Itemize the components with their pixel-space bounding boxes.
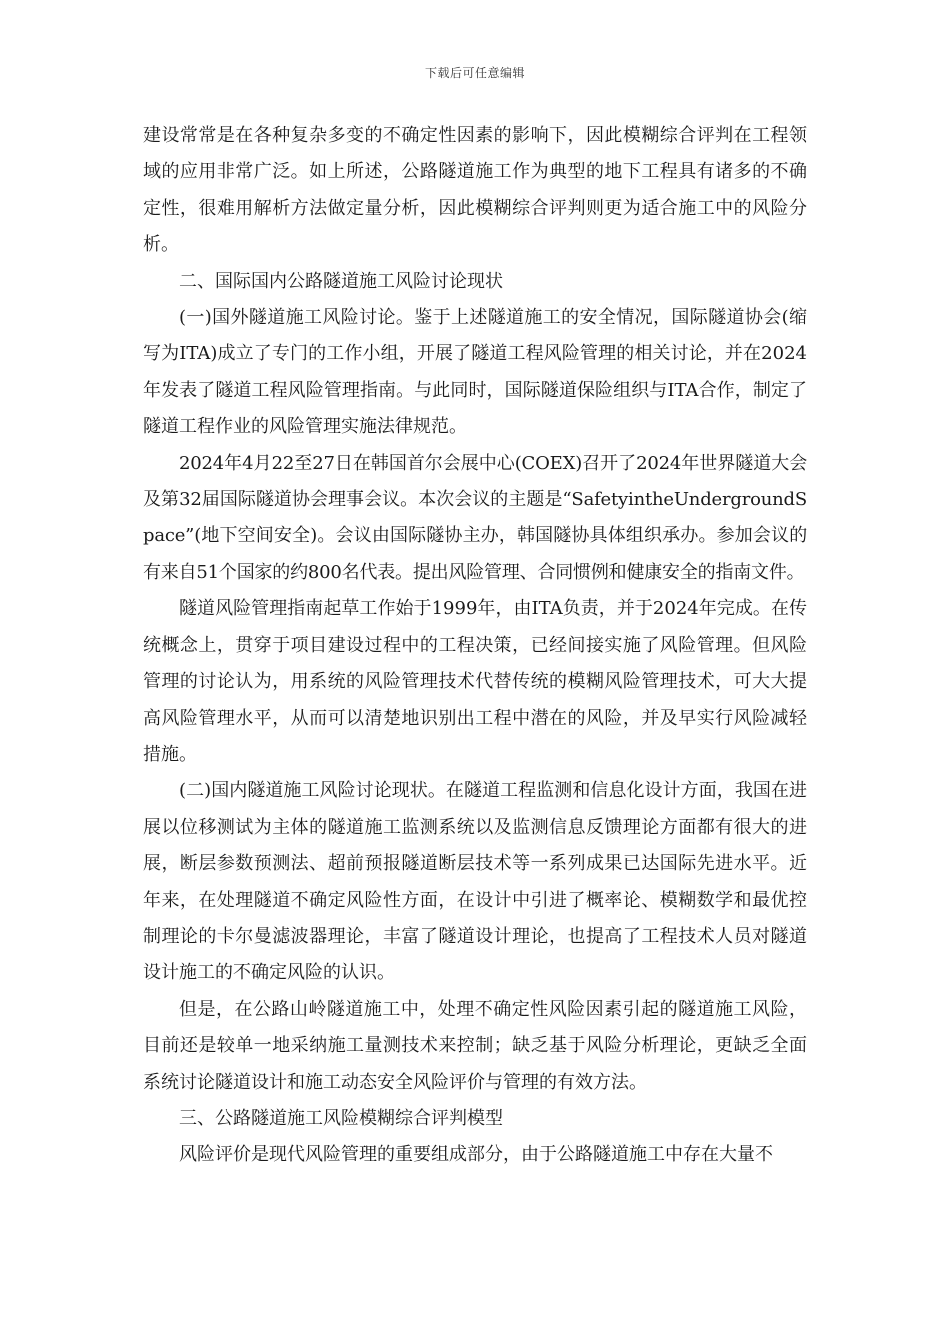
paragraph-guideline: 隧道风险管理指南起草工作始于1999年，由ITA负责，并于2024年完成。在传统概念上，贯穿于项目建设过程中的工程决策，已经间接实施了风险管理。但风险管理的讨论认为，用系统的风险管理技术代替传统的模糊风险管理技术，可大大提高风险管理水平，从而可以清楚地识别出工程中潜在的风险，并及早实行风险减轻措施。 (143, 598, 807, 765)
paragraph-conference: 2024年4月22至27日在韩国首尔会展中心(COEX)召开了2024年世界隧道大会及第32届国际隧道协会理事会议。本次会议的主题是“SafetyintheUndergroundSpace”(地下空间安全)。会议由国际隧协主办，韩国隧协具体组织承办。参加会议的有来自51个国家的约800名代表。提出风险管理、合同惯例和健康安全的指南文件。 (143, 452, 807, 583)
section-heading-3: 三、公路隧道施工风险模糊综合评判模型 (179, 1107, 503, 1129)
section-heading-2: 二、国际国内公路隧道施工风险讨论现状 (179, 270, 503, 292)
page-header: 下载后可任意编辑 (424, 66, 525, 80)
paragraph-limitations: 但是，在公路山岭隧道施工中，处理不确定性风险因素引起的隧道施工风险，目前还是较单一地采纳施工量测技术来控制；缺乏基于风险分析理论，更缺乏全面系统讨论隧道设计和施工动态安全风险评价与管理的有效方法。 (143, 998, 807, 1093)
paragraph-domestic-research: (二)国内隧道施工风险讨论现状。在隧道工程监测和信息化设计方面，我国在进展以位移测试为主体的隧道施工监测系统以及监测信息反馈理论方面都有很大的进展，断层参数预测法、超前预报隧道断层技术等一系列成果已达国际先进水平。近年来，在处理隧道不确定风险性方面，在设计中引进了概率论、模糊数学和最优控制理论的卡尔曼滤波器理论，丰富了隧道设计理论，也提高了工程技术人员对隧道设计施工的不确定风险的认识。 (143, 780, 807, 984)
paragraph-risk-evaluation: 风险评价是现代风险管理的重要组成部分，由于公路隧道施工中存在大量不 (179, 1144, 773, 1166)
document-body (143, 118, 807, 1174)
paragraph-foreign-research: (一)国外隧道施工风险讨论。鉴于上述隧道施工的安全情况，国际隧道协会(缩写为ITA)成立了专门的工作小组，开展了隧道工程风险管理的相关讨论，并在2024年发表了隧道工程风险管理指南。与此同时，国际隧道保险组织与ITA合作，制定了隧道工程作业的风险管理实施法律规范。 (143, 307, 807, 438)
paragraph-continuation: 建设常常是在各种复杂多变的不确定性因素的影响下，因此模糊综合评判在工程领域的应用非常广泛。如上所述，公路隧道施工作为典型的地下工程具有诸多的不确定性，很难用解析方法做定量分析，因此模糊综合评判则更为适合施工中的风险分析。 (143, 125, 807, 256)
